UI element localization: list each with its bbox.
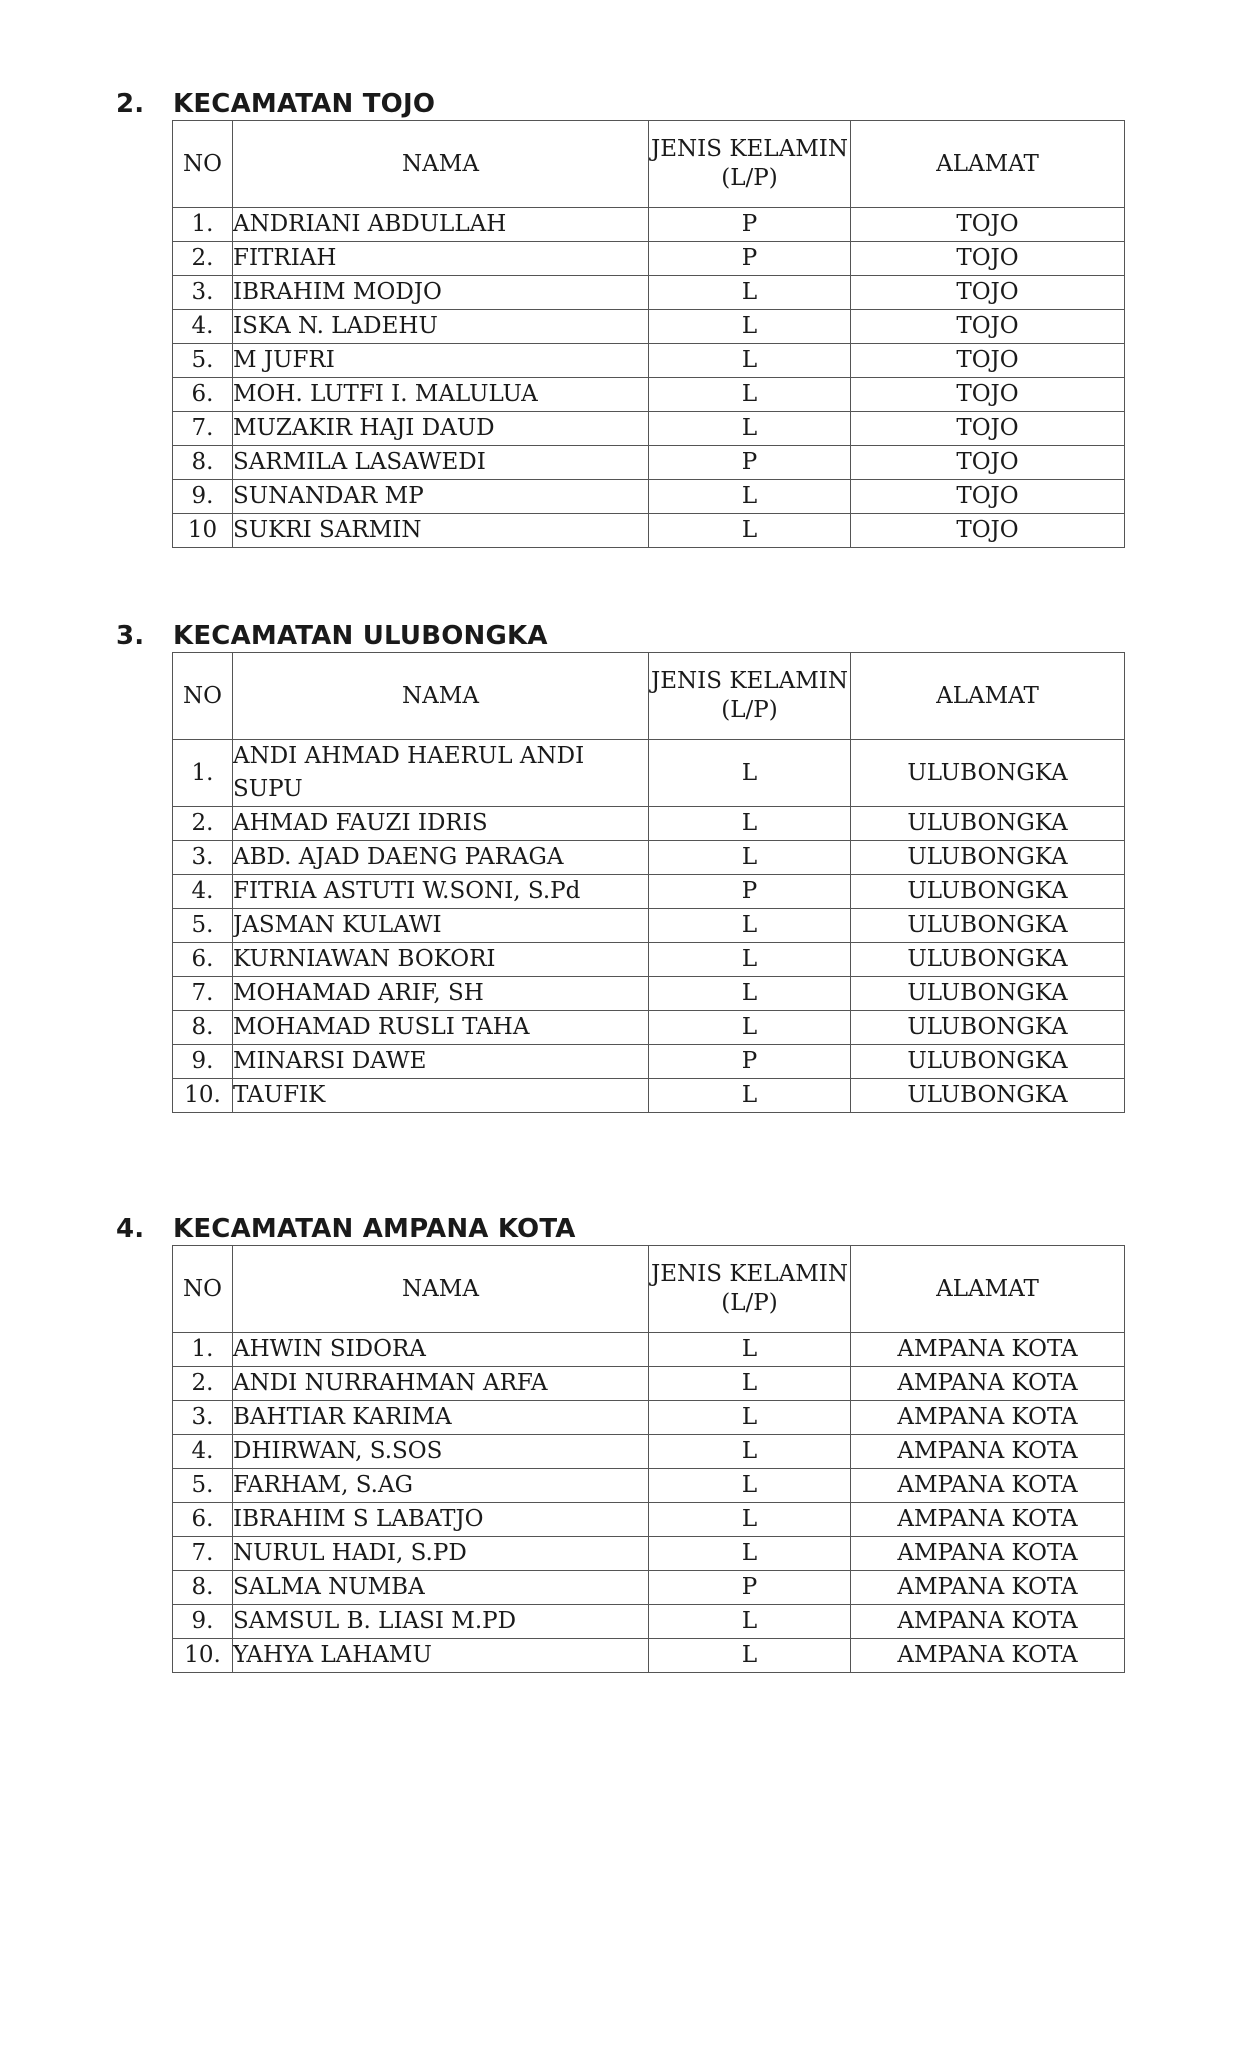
row-gender: L — [649, 841, 851, 875]
row-name: SUNANDAR MP — [233, 480, 649, 514]
row-address: AMPANA KOTA — [851, 1367, 1125, 1401]
row-name: IBRAHIM MODJO — [233, 276, 649, 310]
row-address: TOJO — [851, 208, 1125, 242]
row-number: 7. — [173, 412, 233, 446]
table-header-row — [173, 653, 1125, 740]
row-name: MOHAMAD RUSLI TAHA — [233, 1011, 649, 1045]
row-name: ABD. AJAD DAENG PARAGA — [233, 841, 649, 875]
row-gender: L — [649, 943, 851, 977]
section-title: KECAMATAN AMPANA KOTA — [173, 1214, 576, 1244]
header-alamat: ALAMAT — [851, 1246, 1125, 1333]
row-gender: L — [649, 977, 851, 1011]
row-number: 6. — [173, 1503, 233, 1537]
row-gender: L — [649, 1333, 851, 1367]
row-name: JASMAN KULAWI — [233, 909, 649, 943]
section-heading — [116, 621, 548, 651]
row-gender: L — [649, 909, 851, 943]
row-number: 4. — [173, 310, 233, 344]
row-gender: L — [649, 480, 851, 514]
row-gender: L — [649, 807, 851, 841]
row-number: 8. — [173, 1571, 233, 1605]
row-gender: L — [649, 1011, 851, 1045]
row-address: AMPANA KOTA — [851, 1401, 1125, 1435]
row-gender: L — [649, 310, 851, 344]
member-table — [172, 120, 1125, 548]
table-row — [173, 1639, 1125, 1673]
row-name: IBRAHIM S LABATJO — [233, 1503, 649, 1537]
table-row — [173, 977, 1125, 1011]
table-row — [173, 1011, 1125, 1045]
row-number: 1. — [173, 208, 233, 242]
header-jenis-kelamin: JENIS KELAMIN (L/P) — [649, 1246, 851, 1333]
table-row — [173, 344, 1125, 378]
section-title: KECAMATAN TOJO — [173, 89, 436, 119]
table-row — [173, 1435, 1125, 1469]
row-name: SALMA NUMBA — [233, 1571, 649, 1605]
table-row — [173, 310, 1125, 344]
table-row — [173, 412, 1125, 446]
section-number: 4. — [116, 1214, 145, 1244]
row-number: 2. — [173, 1367, 233, 1401]
row-number: 1. — [173, 740, 233, 807]
table-header-row — [173, 121, 1125, 208]
row-gender: L — [649, 514, 851, 548]
row-name: MUZAKIR HAJI DAUD — [233, 412, 649, 446]
table-row — [173, 1401, 1125, 1435]
row-gender: L — [649, 1469, 851, 1503]
row-address: AMPANA KOTA — [851, 1503, 1125, 1537]
section-heading — [116, 89, 435, 119]
table-row — [173, 875, 1125, 909]
row-address: ULUBONGKA — [851, 807, 1125, 841]
header-no: NO — [173, 653, 233, 740]
row-number: 10 — [173, 514, 233, 548]
table-row — [173, 740, 1125, 807]
header-no: NO — [173, 121, 233, 208]
row-address: ULUBONGKA — [851, 1079, 1125, 1113]
table-row — [173, 1571, 1125, 1605]
row-gender: P — [649, 875, 851, 909]
table-row — [173, 480, 1125, 514]
row-address: AMPANA KOTA — [851, 1333, 1125, 1367]
row-name: SARMILA LASAWEDI — [233, 446, 649, 480]
row-number: 9. — [173, 1605, 233, 1639]
row-number: 10. — [173, 1079, 233, 1113]
row-name: FITRIA ASTUTI W.SONI, S.Pd — [233, 875, 649, 909]
row-gender: P — [649, 446, 851, 480]
section-number: 3. — [116, 621, 145, 651]
row-gender: P — [649, 1571, 851, 1605]
header-nama: NAMA — [233, 121, 649, 208]
row-number: 8. — [173, 446, 233, 480]
header-jenis-kelamin: JENIS KELAMIN (L/P) — [649, 653, 851, 740]
row-number: 5. — [173, 1469, 233, 1503]
table-row — [173, 1079, 1125, 1113]
row-name: MINARSI DAWE — [233, 1045, 649, 1079]
row-address: ULUBONGKA — [851, 1011, 1125, 1045]
row-name: TAUFIK — [233, 1079, 649, 1113]
row-address: AMPANA KOTA — [851, 1605, 1125, 1639]
row-name: AHMAD FAUZI IDRIS — [233, 807, 649, 841]
row-gender: L — [649, 1435, 851, 1469]
row-number: 9. — [173, 1045, 233, 1079]
table-row — [173, 1605, 1125, 1639]
row-gender: P — [649, 1045, 851, 1079]
table-row — [173, 1537, 1125, 1571]
row-name: YAHYA LAHAMU — [233, 1639, 649, 1673]
table-row — [173, 378, 1125, 412]
row-gender: L — [649, 740, 851, 807]
row-name: BAHTIAR KARIMA — [233, 1401, 649, 1435]
member-table — [172, 1245, 1125, 1673]
row-number: 3. — [173, 1401, 233, 1435]
row-gender: P — [649, 208, 851, 242]
row-address: TOJO — [851, 446, 1125, 480]
header-jenis-kelamin: JENIS KELAMIN (L/P) — [649, 121, 851, 208]
row-address: ULUBONGKA — [851, 841, 1125, 875]
section-number: 2. — [116, 89, 145, 119]
table-row — [173, 242, 1125, 276]
row-number: 3. — [173, 841, 233, 875]
row-name: SAMSUL B. LIASI M.PD — [233, 1605, 649, 1639]
table-row — [173, 1045, 1125, 1079]
table-row — [173, 208, 1125, 242]
row-gender: L — [649, 1605, 851, 1639]
table-body — [173, 740, 1125, 1113]
row-number: 2. — [173, 242, 233, 276]
row-name: NURUL HADI, S.PD — [233, 1537, 649, 1571]
row-number: 3. — [173, 276, 233, 310]
row-name: ISKA N. LADEHU — [233, 310, 649, 344]
row-gender: L — [649, 276, 851, 310]
row-address: AMPANA KOTA — [851, 1639, 1125, 1673]
table-row — [173, 909, 1125, 943]
row-number: 4. — [173, 1435, 233, 1469]
row-name: FITRIAH — [233, 242, 649, 276]
row-name: MOHAMAD ARIF, SH — [233, 977, 649, 1011]
row-gender: L — [649, 412, 851, 446]
row-address: TOJO — [851, 310, 1125, 344]
table-body — [173, 208, 1125, 548]
table-row — [173, 807, 1125, 841]
row-number: 6. — [173, 378, 233, 412]
row-number: 4. — [173, 875, 233, 909]
row-number: 5. — [173, 344, 233, 378]
row-address: ULUBONGKA — [851, 977, 1125, 1011]
row-name: SUKRI SARMIN — [233, 514, 649, 548]
table-header-row — [173, 1246, 1125, 1333]
table-row — [173, 841, 1125, 875]
row-address: ULUBONGKA — [851, 909, 1125, 943]
row-address: ULUBONGKA — [851, 740, 1125, 807]
row-gender: L — [649, 1503, 851, 1537]
table-row — [173, 446, 1125, 480]
row-address: TOJO — [851, 276, 1125, 310]
row-number: 9. — [173, 480, 233, 514]
table-row — [173, 276, 1125, 310]
row-number: 2. — [173, 807, 233, 841]
row-number: 8. — [173, 1011, 233, 1045]
row-gender: L — [649, 1401, 851, 1435]
row-name: ANDI NURRAHMAN ARFA — [233, 1367, 649, 1401]
header-alamat: ALAMAT — [851, 121, 1125, 208]
row-address: ULUBONGKA — [851, 875, 1125, 909]
row-gender: L — [649, 1537, 851, 1571]
row-address: TOJO — [851, 242, 1125, 276]
table-row — [173, 943, 1125, 977]
header-alamat: ALAMAT — [851, 653, 1125, 740]
row-name: ANDI AHMAD HAERUL ANDI SUPU — [233, 740, 649, 807]
member-table — [172, 652, 1125, 1113]
row-address: AMPANA KOTA — [851, 1571, 1125, 1605]
row-address: ULUBONGKA — [851, 943, 1125, 977]
row-name: DHIRWAN, S.SOS — [233, 1435, 649, 1469]
row-name: KURNIAWAN BOKORI — [233, 943, 649, 977]
row-gender: L — [649, 344, 851, 378]
row-name: MOH. LUTFI I. MALULUA — [233, 378, 649, 412]
table-row — [173, 1469, 1125, 1503]
header-nama: NAMA — [233, 653, 649, 740]
row-name: ANDRIANI ABDULLAH — [233, 208, 649, 242]
row-address: AMPANA KOTA — [851, 1537, 1125, 1571]
row-gender: L — [649, 1367, 851, 1401]
row-gender: L — [649, 378, 851, 412]
row-address: TOJO — [851, 344, 1125, 378]
row-address: TOJO — [851, 480, 1125, 514]
row-address: TOJO — [851, 378, 1125, 412]
header-nama: NAMA — [233, 1246, 649, 1333]
row-address: AMPANA KOTA — [851, 1469, 1125, 1503]
section-title: KECAMATAN ULUBONGKA — [173, 621, 548, 651]
row-address: AMPANA KOTA — [851, 1435, 1125, 1469]
row-number: 5. — [173, 909, 233, 943]
header-no: NO — [173, 1246, 233, 1333]
row-gender: P — [649, 242, 851, 276]
row-name: FARHAM, S.AG — [233, 1469, 649, 1503]
table-body — [173, 1333, 1125, 1673]
row-number: 1. — [173, 1333, 233, 1367]
row-name: M JUFRI — [233, 344, 649, 378]
table-row — [173, 1503, 1125, 1537]
row-number: 6. — [173, 943, 233, 977]
table-row — [173, 1367, 1125, 1401]
row-gender: L — [649, 1079, 851, 1113]
row-address: TOJO — [851, 412, 1125, 446]
row-number: 7. — [173, 977, 233, 1011]
row-address: ULUBONGKA — [851, 1045, 1125, 1079]
row-gender: L — [649, 1639, 851, 1673]
row-number: 10. — [173, 1639, 233, 1673]
table-row — [173, 514, 1125, 548]
section-heading — [116, 1214, 576, 1244]
row-address: TOJO — [851, 514, 1125, 548]
row-number: 7. — [173, 1537, 233, 1571]
row-name: AHWIN SIDORA — [233, 1333, 649, 1367]
table-row — [173, 1333, 1125, 1367]
